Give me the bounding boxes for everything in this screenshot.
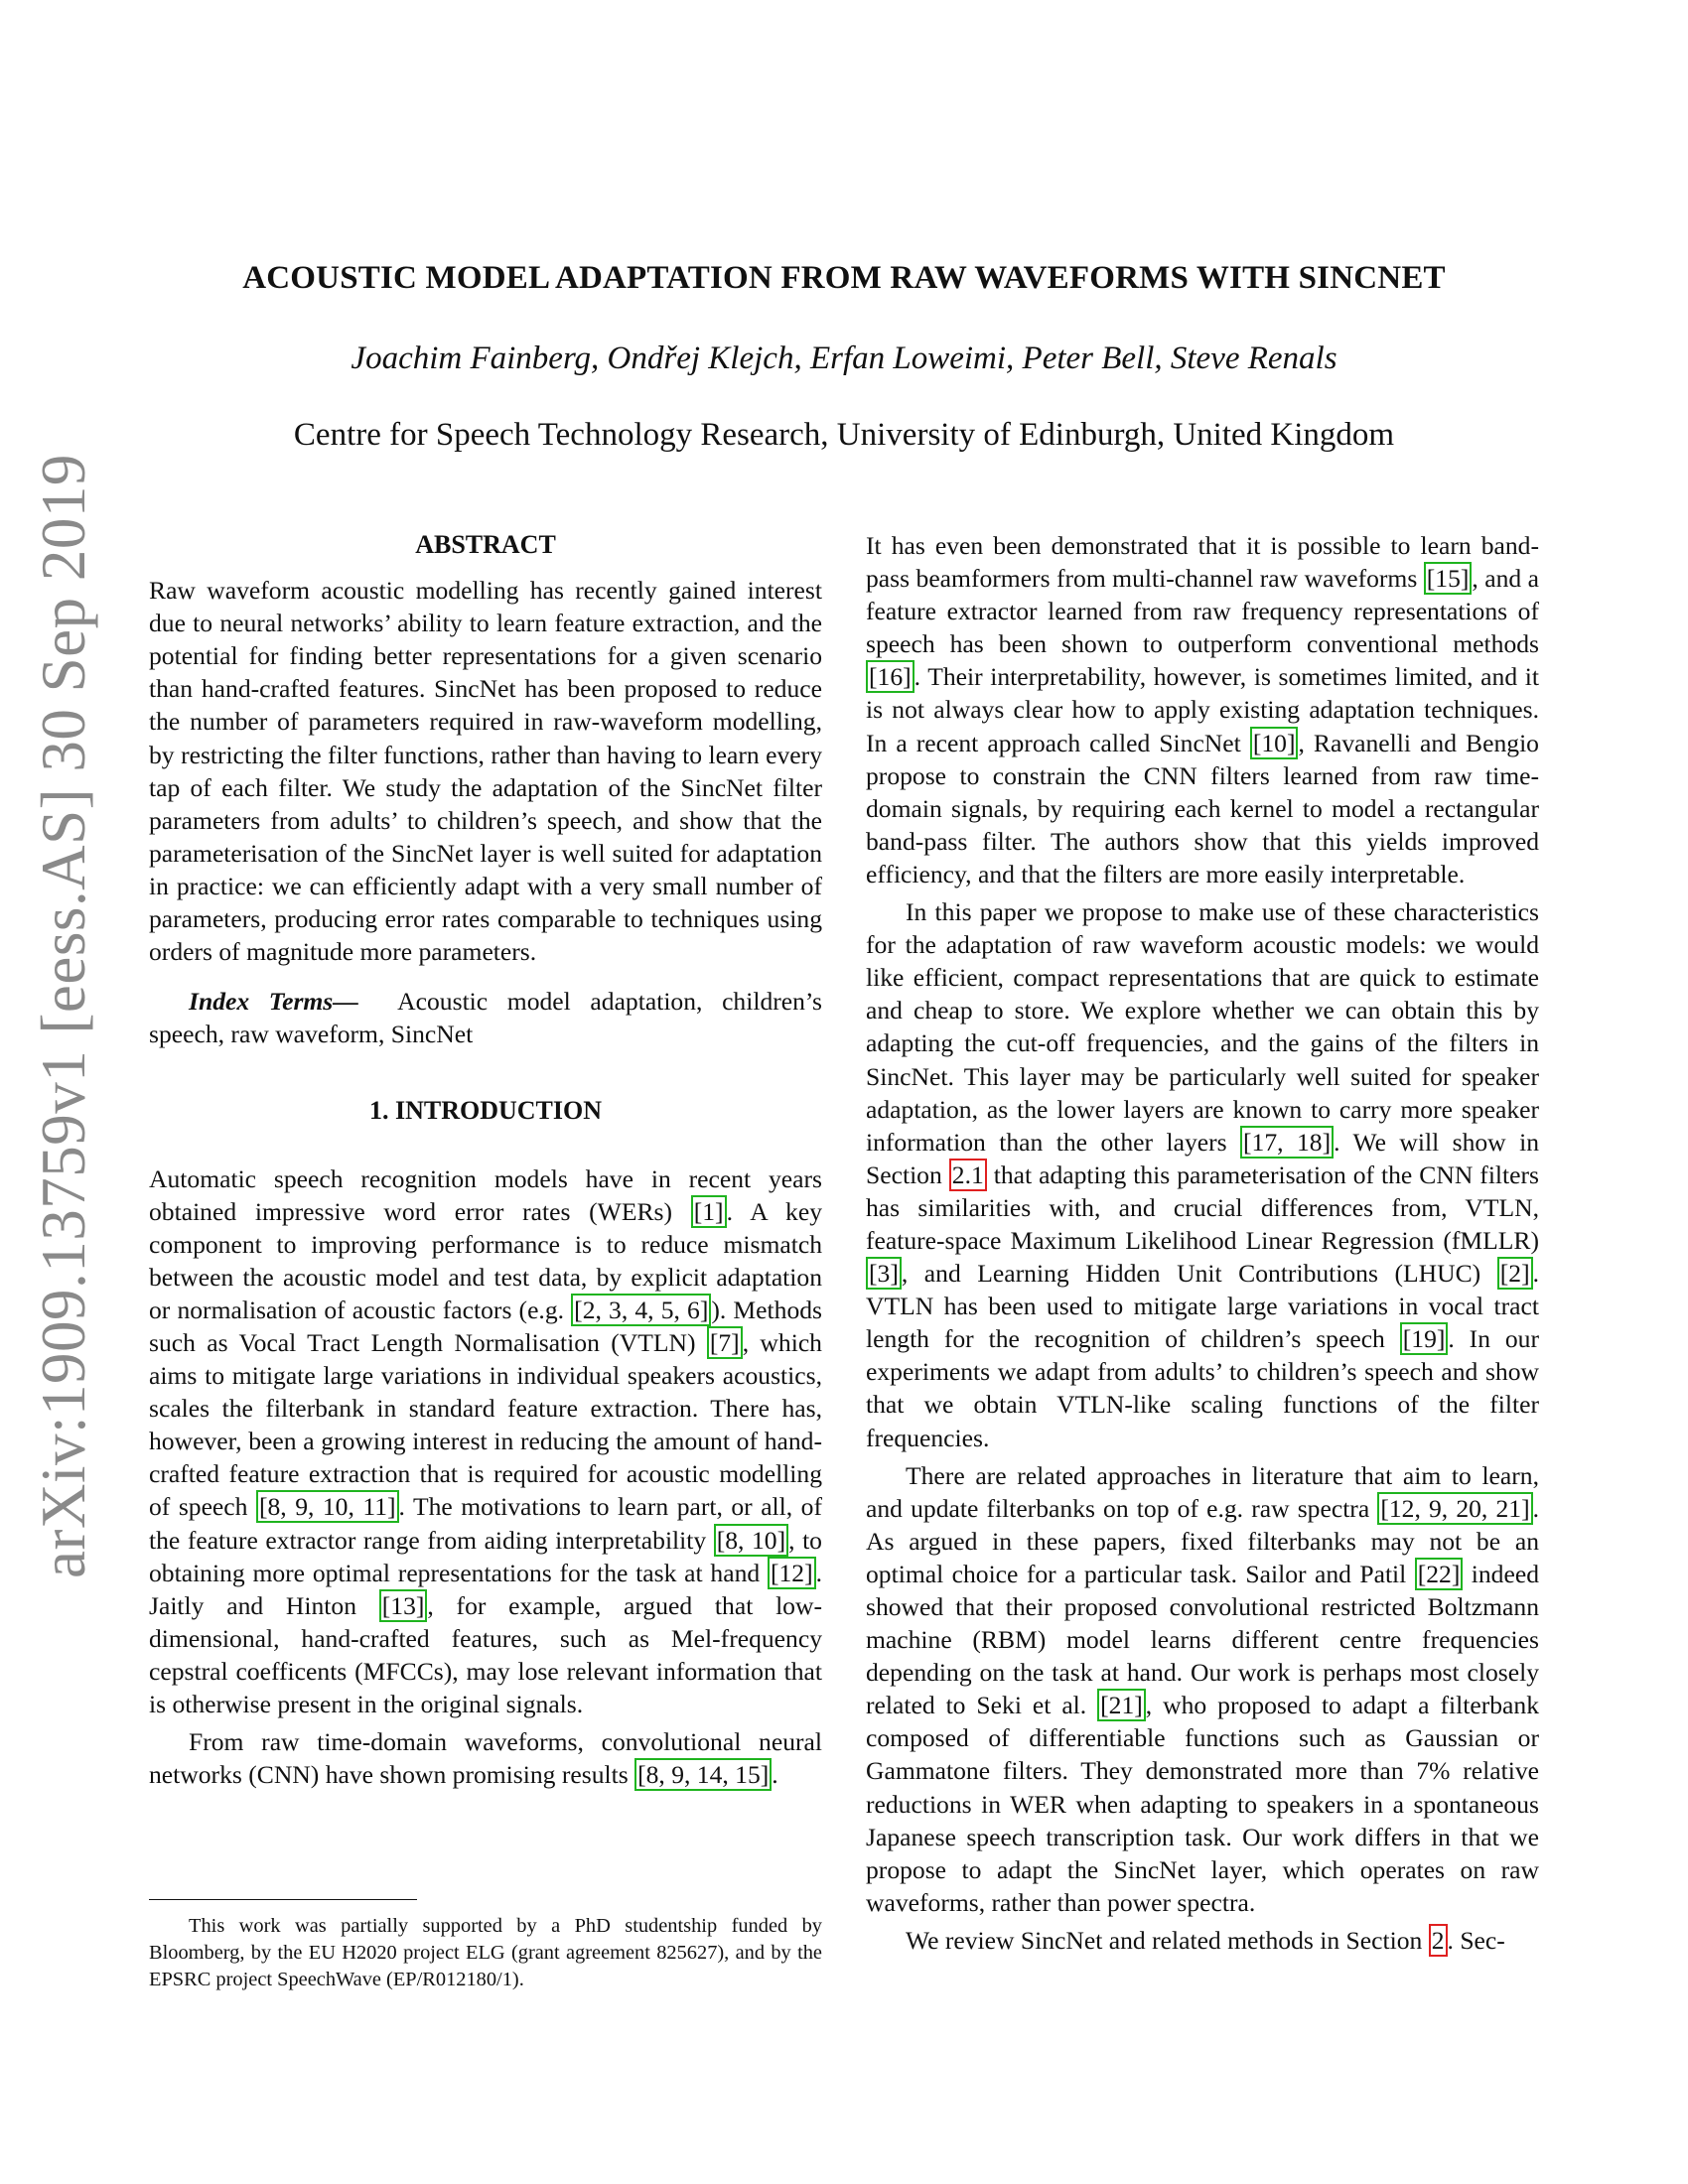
text-run: indeed showed that their proposed convolutional restricted Boltzmann machine (RBM) model learns different centre frequencies depending on the task at hand. Our work is perhaps most closely related to Seki et al. [866,1559,1539,1720]
citation-link[interactable]: [19] [1400,1322,1449,1355]
text-run: . We will show in Section [866,1127,1540,1189]
text-run: From raw time-domain waveforms, convolutional neural networks (CNN) have shown promising results [149,1727,822,1790]
abstract-heading: ABSTRACT [415,530,556,559]
citation-link[interactable]: [13] [379,1589,428,1622]
index-terms-text: Acoustic model adaptation, children’s speech, raw waveform, SincNet [149,987,822,1049]
index-terms-label: Index Terms— [189,987,358,1017]
citation-link[interactable]: [2] [1497,1257,1533,1290]
citation-link[interactable]: [16] [866,660,914,693]
text-run: We review SincNet and related methods in Section [906,1925,1429,1955]
text-run: ). Methods such as Vocal Tract Length Normalisation (VTLN) [149,1295,822,1357]
citation-link[interactable]: [3] [866,1257,902,1290]
text-run: , Ravanelli and Bengio propose to constrain the CNN filters learned from raw time-domain signals, by requiring each kernel to model a rectangular band-pass filter. The authors show that this yields improved efficiency, and that the filters are more easily interpretable. [866,728,1539,888]
footnote-rule [149,1899,417,1900]
text-run: , to obtaining more optimal representations for the task at hand [149,1525,822,1587]
text-run: There are related approaches in literature that aim to learn, and update filterbanks on top of e.g. raw spectra [866,1460,1539,1523]
right-paragraph-4 [866,1924,1539,1957]
text-run: . [772,1760,778,1790]
right-column [866,529,1539,1957]
affiliation: Centre for Speech Technology Research, University of Edinburgh, United Kingdom [293,417,1395,453]
text-run: , and a feature extractor learned from raw frequency representations of speech has been shown to outperform conventional methods [866,564,1539,659]
text-run: It has even been demonstrated that it is possible to learn band-pass beamformers from multi-channel raw waveforms [866,531,1539,594]
citation-link[interactable]: [21] [1097,1689,1146,1721]
intro-paragraph-1 [149,1162,822,1721]
right-paragraph-1 [866,529,1539,890]
text-run: In this paper we propose to make use of these characteristics for the adaptation of raw waveform acoustic models: we would like efficient, compact representations that are quick to estimate and cheap to store. We explore whether we can obtain this by adapting the cut-off frequencies, and the gains of the filters in SincNet. This layer may be particularly well suited for speaker adaptation, as the lower layers are known to carry more speaker information than the other layers [866,897,1539,1157]
text-run: , which aims to mitigate large variations in individual speakers acoustics, scales the filterbank in standard feature extraction. There has, however, been a growing interest in reducing the amount of hand-crafted feature extraction that is required for acoustic modelling of speech [149,1327,822,1522]
citation-link[interactable]: [8, 10] [714,1524,788,1557]
funding-footnote: This work was partially supported by a PhD studentship funded by Bloomberg, by the EU H2020 project ELG (grant agreement 825627), and by the EPSRC project SpeechWave (EP/R012180/1). [149,1915,822,1990]
text-run: . The motivations to learn part, or all, of the feature extractor range from aiding interpretability [149,1492,823,1555]
intro-paragraph-2 [149,1725,822,1791]
citation-link[interactable]: [22] [1415,1558,1464,1590]
citation-link[interactable]: [8, 9, 14, 15] [634,1758,772,1791]
citation-link[interactable]: [15] [1424,562,1473,595]
introduction-heading: 1. INTRODUCTION [368,1096,603,1126]
author-list: Joachim Fainberg, Ondřej Klejch, Erfan Loweimi, Peter Bell, Steve Renals [351,341,1337,376]
text-run: that adapting this parameterisation of the CNN filters has similarities with, and crucial differences from, VTLN, feature-space Maximum Likelihood Linear Regression (fMLLR) [866,1160,1540,1255]
text-run: . A key component to improving performance is to reduce mismatch between the acoustic model and test data, by explicit adaptation or normalisation of acoustic factors (e.g. [149,1196,822,1324]
abstract-text: Raw waveform acoustic modelling has recently gained interest due to neural networks’ ability to learn feature extraction, and the potential for finding better representations for a given scenario than hand-crafted features. SincNet has been proposed to reduce the number of parameters required in raw-waveform modelling, by restricting the filter functions, rather than having to learn every tap of each filter. We study the adaptation of the SincNet filter parameters from adults’ to children’s speech, and show that the parameterisation of the SincNet layer is well suited for adaptation in practice: we can efficiently adapt with a very small number of parameters, producing error rates comparable to techniques using orders of magnitude more parameters. [149,576,822,967]
left-column [149,528,822,1791]
text-run: , who proposed to adapt a filterbank composed of differentiable functions such as Gaussian or Gammatone filters. They demonstrated more than 7% relative reductions in WER when adapting to speakers in a spontaneous Japanese speech transcription task. Our work differs in that we propose to adapt the SincNet layer, which operates on raw waveforms, rather than power spectra. [866,1691,1539,1917]
right-paragraph-2 [866,895,1539,1454]
text-run: . Jaitly and Hinton [149,1558,822,1620]
citation-link[interactable]: [8, 9, 10, 11] [256,1490,399,1523]
text-run: . As argued in these papers, fixed filterbanks may not be an optimal choice for a particular task. Sailor and Patil [866,1493,1540,1588]
citation-link[interactable]: [12, 9, 20, 21] [1377,1492,1532,1525]
text-run: Automatic speech recognition models have in recent years obtained impressive word error rates (WERs) [149,1163,822,1226]
section-link[interactable]: 2.1 [949,1159,987,1191]
citation-link[interactable]: [2, 3, 4, 5, 6] [571,1294,711,1326]
text-run: . Sec- [1447,1925,1505,1955]
index-terms [149,985,822,1050]
paper-title: ACOUSTIC MODEL ADAPTATION FROM RAW WAVEFORMS WITH SINCNET [242,260,1446,296]
citation-link[interactable]: [17, 18] [1240,1126,1334,1159]
citation-link[interactable]: [12] [768,1557,816,1589]
text-run: , and Learning Hidden Unit Contributions (LHUC) [901,1259,1497,1289]
citation-link[interactable]: [10] [1250,727,1299,759]
citation-link[interactable]: [1] [691,1195,727,1228]
right-paragraph-3 [866,1459,1539,1919]
section-link[interactable]: 2 [1429,1924,1448,1957]
arxiv-identifier: arXiv:1909.13759v1 [eess.AS] 30 Sep 2019 [29,454,98,1578]
citation-link[interactable]: [7] [707,1326,743,1359]
text-run: . VTLN has been used to mitigate large variations in vocal tract length for the recognition of children’s speech [866,1259,1539,1354]
text-run: , for example, argued that low-dimensional, hand-crafted features, such as Mel-frequency cepstral coefficents (MFCCs), may lose relevant information that is otherwise present in the original signals. [149,1590,822,1718]
text-run: . In our experiments we adapt from adults’ to children’s speech and show that we obtain VTLN-like scaling functions of the filter frequencies. [866,1324,1540,1452]
text-run: . Their interpretability, however, is sometimes limited, and it is not always clear how to apply existing adaptation techniques. In a recent approach called SincNet [866,662,1539,757]
